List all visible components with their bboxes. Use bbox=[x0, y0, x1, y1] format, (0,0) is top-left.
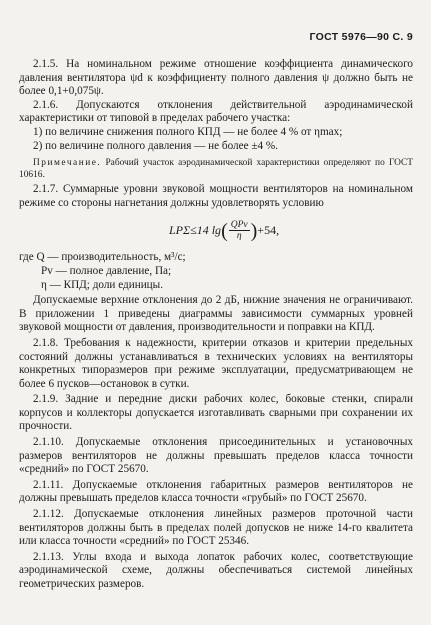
clause-2-1-10: 2.1.10. Допускаемые отклонения присоединительных и установочных размеров вентиляторов не должны превышать пределов класса точности «средний» по ГОСТ 25670. bbox=[19, 436, 413, 476]
tolerance-paragraph: Допускаемые верхние отклонения до 2 дБ, нижние значения не ограничивают. В приложении 1 приведены диаграммы зависимости суммарных уровней звуковой мощности от давления, производительности и поправки на КПД. bbox=[19, 294, 413, 334]
formula-denominator: η bbox=[236, 231, 242, 242]
clause-2-1-9: 2.1.9. Задние и передние диски рабочих колес, боковые стенки, спирали корпусов и коллекторы допускается изготавливать сварными при сохранении их прочности. bbox=[19, 393, 413, 433]
sound-power-formula bbox=[169, 220, 413, 241]
definition-eta: η — КПД; доли единицы. bbox=[41, 278, 163, 291]
clause-2-1-6-item-1: 1) по величине снижения полного КПД — не более 4 % от ηmax; bbox=[33, 125, 343, 138]
clause-2-1-12: 2.1.12. Допускаемые отклонения линейных размеров проточной части вентиляторов должны быть в пределах полей допусков не ниже 14-го квалитета или класса точности «средний» по ГОСТ 25346. bbox=[19, 508, 413, 548]
note-label: Примечание. bbox=[33, 158, 102, 169]
note-text: Рабочий участок аэродинамической характеристики определяют по ГОСТ 10616. bbox=[19, 158, 413, 181]
formula-paren-close: ) bbox=[250, 219, 258, 242]
note bbox=[19, 157, 413, 181]
page-header: ГОСТ 5976—90 С. 9 bbox=[309, 31, 413, 43]
clause-2-1-11: 2.1.11. Допускаемые отклонения габаритных размеров вентиляторов не должны превышать пределов класса точности «грубый» по ГОСТ 25670. bbox=[19, 478, 413, 505]
clause-2-1-13: 2.1.13. Углы входа и выхода лопаток рабочих колес, соответствующие аэродинамической схеме, должны обеспечиваться системой линейных геометрических размеров. bbox=[19, 550, 413, 590]
clause-2-1-6-item-2: 2) по величине полного давления — не более ±4 %. bbox=[33, 139, 278, 152]
clause-2-1-6: 2.1.6. Допускаются отклонения действительной аэродинамической характеристики от типовой в пределах рабочего участка: bbox=[19, 98, 413, 125]
clause-2-1-7: 2.1.7. Суммарные уровни звуковой мощности вентиляторов на номинальном режиме со стороны нагнетания должны удовлетворять условию bbox=[19, 183, 413, 209]
formula-rhs: +54, bbox=[257, 223, 280, 238]
clause-2-1-8: 2.1.8. Требования к надежности, критерии отказов и критерии предельных состояний должны устанавливаться в технических условиях на вентиляторы конкретных типоразмеров при режиме эксплуатации, предусматривающем не более 6 пусков—остановок в сутки. bbox=[19, 336, 413, 390]
formula-lhs: LPΣ≤14 lg bbox=[169, 223, 222, 238]
formula-fraction bbox=[229, 220, 250, 241]
clause-2-1-5: 2.1.5. На номинальном режиме отношение коэффициента динамического давления вентилятора ψd к коэффициенту полного давления ψ должно быть не более 0,1+0,075ψ. bbox=[19, 58, 413, 98]
formula-numerator: QPv bbox=[230, 220, 248, 231]
definition-q: где Q — производительность, м³/с; bbox=[19, 251, 186, 264]
definition-pv: Pv — полное давление, Па; bbox=[41, 264, 172, 277]
document-body bbox=[19, 58, 413, 592]
formula-paren-open: ( bbox=[221, 219, 228, 242]
